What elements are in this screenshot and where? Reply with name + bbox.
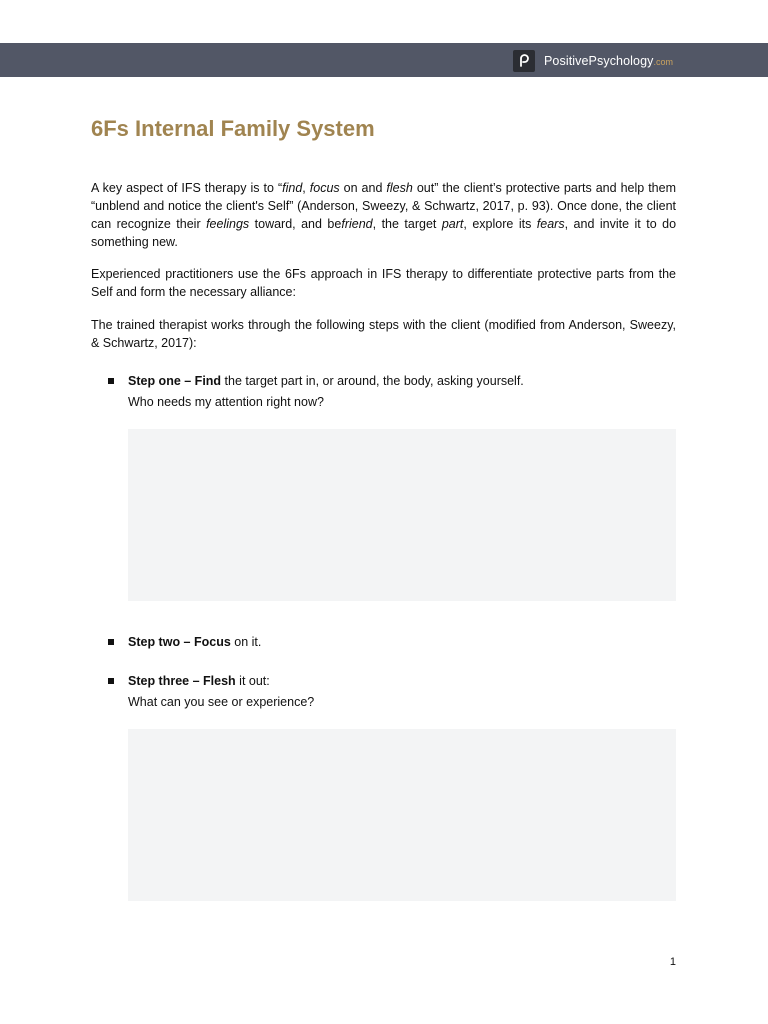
step-two-item xyxy=(108,632,676,653)
page-number: 1 xyxy=(669,956,676,968)
step-three-answer-box[interactable] xyxy=(128,729,676,901)
step-one-heading: Step one – Find xyxy=(128,374,222,388)
positive-psychology-logo-icon xyxy=(513,50,535,72)
step-three-item xyxy=(108,671,676,713)
brand-name: PositivePsychology xyxy=(543,54,654,68)
practitioners-paragraph: Experienced practitioners use the 6Fs approach in IFS therapy to differentiate protective parts from the Self and form the necessary alliance: xyxy=(91,267,676,299)
step-three-question: What can you see or experience? xyxy=(128,695,315,709)
step-one-text: the target part in, or around, the body, asking yourself. xyxy=(221,374,524,388)
page-title: 6Fs Internal Family System xyxy=(91,116,375,141)
brand-wordmark xyxy=(544,52,673,70)
bullet-icon xyxy=(108,639,114,645)
step-three-text: it out: xyxy=(235,674,270,688)
brand-suffix: .com xyxy=(653,57,673,67)
step-one-question: Who needs my attention right now? xyxy=(128,395,324,409)
step-one-answer-box[interactable] xyxy=(128,429,676,601)
step-one-item xyxy=(108,371,676,413)
step-three-heading: Step three – Flesh xyxy=(128,674,236,688)
steps-intro-paragraph: The trained therapist works through the following steps with the client (modified from Anderson, Sweezy, & Schwartz, 2017): xyxy=(91,318,676,350)
bullet-icon xyxy=(108,678,114,684)
brand[interactable] xyxy=(513,50,673,72)
intro-paragraph: A key aspect of IFS therapy is to “find, focus on and flesh out” the client’s protective parts and help them “unblend and notice the client's Self” (Anderson, Sweezy, & Schwartz, 2017, p. 93). Once done, the client can recognize their feelings toward, and befriend, the target part, explore its fears, and invite it to do something new. xyxy=(91,181,677,249)
bullet-icon xyxy=(108,378,114,384)
step-two-heading: Step two – Focus xyxy=(128,635,231,649)
step-two-text: on it. xyxy=(230,635,262,649)
header-bar xyxy=(0,43,768,77)
